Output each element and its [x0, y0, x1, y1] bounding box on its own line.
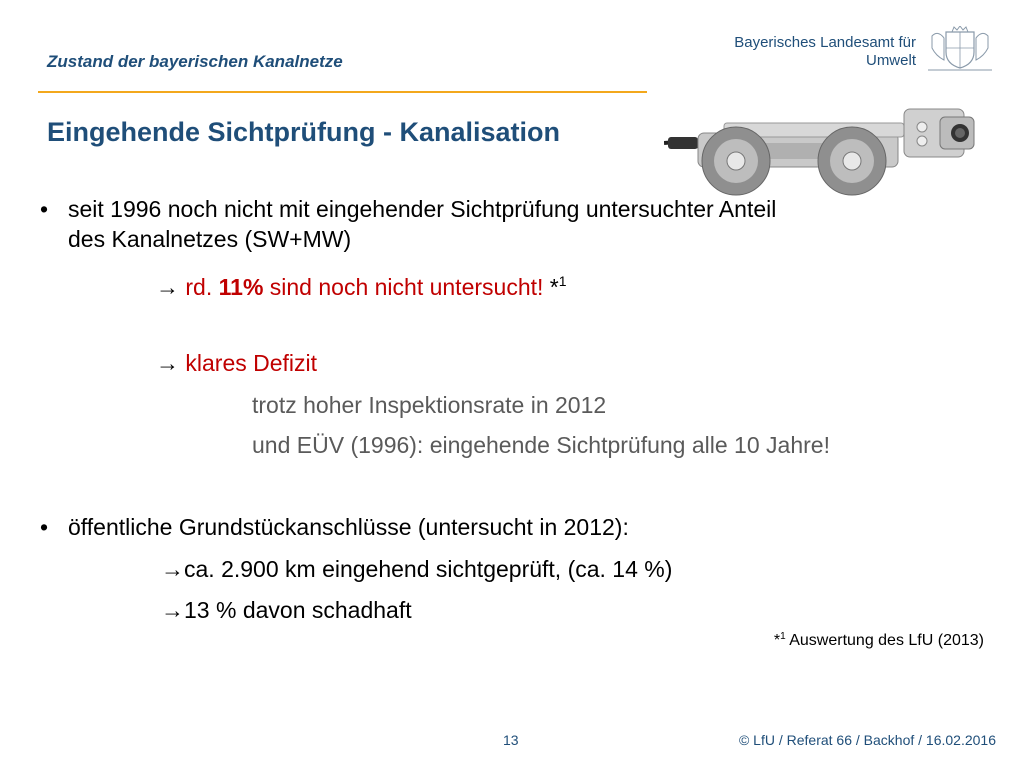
sub-item-2-text: 13 % davon schadhaft — [184, 597, 412, 623]
deficit-text: klares Defizit — [185, 350, 318, 376]
page-number: 13 — [503, 732, 519, 748]
note-line-2: und EÜV (1996): eingehende Sichtprüfung alle 10 Jahre! — [252, 432, 830, 458]
slide-title: Eingehende Sichtprüfung - Kanalisation — [47, 117, 561, 147]
bullet2-line1: öffentliche Grundstückanschlüsse (untersucht in 2012): — [68, 514, 629, 540]
section-title: Zustand der bayerischen Kanalnetze — [47, 52, 343, 71]
deficit-line — [156, 348, 317, 378]
footnote-sup: 1 — [780, 631, 786, 642]
footnote-text: Auswertung des LfU (2013) — [785, 632, 984, 649]
sub-item-1-text: ca. 2.900 km eingehend sichtgeprüft, (ca. 14 %) — [184, 556, 673, 582]
result-line — [156, 266, 567, 302]
bullet1-line2: des Kanalnetzes (SW+MW) — [68, 226, 352, 252]
note-line-1: trotz hoher Inspektionsrate in 2012 — [252, 392, 607, 418]
arrow-icon: → — [156, 350, 179, 376]
sub-item-2 — [161, 595, 412, 625]
bullet-item-1 — [40, 194, 968, 254]
arrow-icon: → — [161, 556, 184, 582]
footnote — [774, 631, 984, 650]
bullet-item-2 — [40, 512, 629, 542]
arrow-icon: → — [161, 597, 184, 623]
result-value: 11% — [218, 274, 264, 300]
result-prefix: rd. — [185, 274, 219, 300]
copyright-text: © LfU / Referat 66 / Backhof / 16.02.2016 — [738, 732, 996, 748]
bullet-symbol: • — [40, 514, 49, 540]
result-suffix: sind noch nicht untersucht! — [263, 274, 544, 300]
agency-name — [734, 34, 916, 70]
bullet-symbol: • — [40, 196, 49, 222]
arrow-icon: → — [156, 274, 179, 300]
sub-item-1 — [161, 554, 672, 584]
bullet1-line1: seit 1996 noch nicht mit eingehender Sichtprüfung untersuchter Anteil — [68, 196, 777, 222]
result-ref: * — [543, 274, 559, 300]
inspection-robot-image — [664, 103, 986, 198]
agency-name-line1: Bayerisches Landesamt für — [734, 34, 916, 51]
bavarian-crest-logo — [924, 26, 996, 72]
footnote-star: * — [773, 632, 781, 649]
result-ref-sup: 1 — [558, 273, 567, 289]
header-divider — [38, 91, 647, 93]
agency-name-line2: Umwelt — [865, 52, 916, 69]
